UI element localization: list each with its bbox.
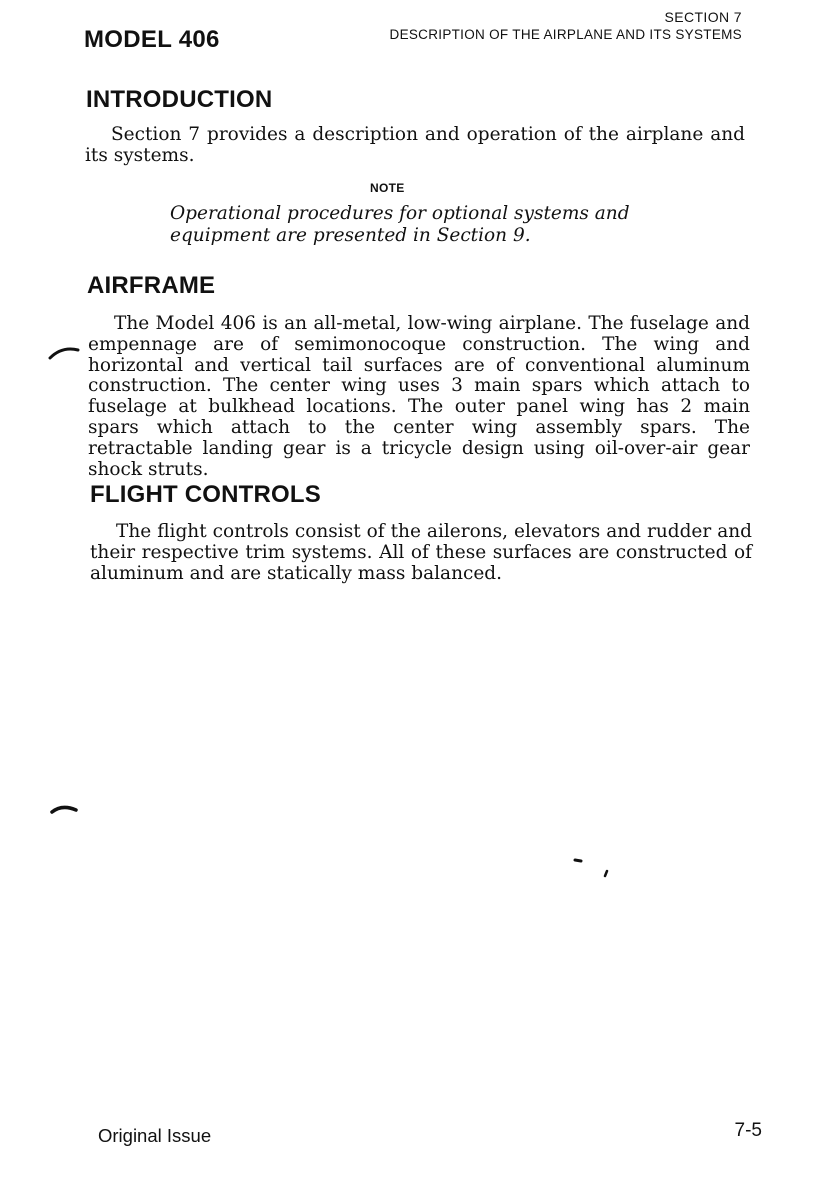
scan-speck-mark [572,855,612,879]
footer-page-number: 7-5 [734,1120,762,1141]
airframe-heading: AIRFRAME [87,272,216,299]
note-label: NOTE [370,181,405,195]
airframe-text: The Model 406 is an all-metal, low-wing airplane. The fuselage and empennage are of semimonocoque construction. The wing and horizontal and vertical tail surfaces are of conventional aluminum construction. The center wing uses 3 main spars which attach to fuselage at bulkhead locations. The outer panel wing has 2 main spars which attach to the center wing assembly spars. The retractable landing gear is a tricycle design using oil-over-air gear shock struts. [88,313,750,480]
introduction-heading: INTRODUCTION [86,86,273,113]
section-number: SECTION 7 [664,9,742,25]
model-name: MODEL 406 [84,26,220,53]
flight-controls-paragraph [90,522,752,584]
airframe-paragraph [88,314,750,480]
revision-bar-mark [48,340,84,362]
revision-bar-mark [50,802,80,816]
footer-issue: Original Issue [98,1125,212,1146]
section-title: DESCRIPTION OF THE AIRPLANE AND ITS SYSTEMS [389,27,742,42]
flight-controls-heading: FLIGHT CONTROLS [90,481,321,508]
introduction-text: Section 7 provides a description and operation of the airplane and its systems. [85,124,745,166]
flight-controls-text: The flight controls consist of the ailerons, elevators and rudder and their respective trim systems. All of these surfaces are constructed of aluminum and are statically mass balanced. [90,521,752,584]
note-text: Operational procedures for optional systems and equipment are presented in Section 9. [170,203,630,246]
introduction-paragraph [85,124,745,166]
